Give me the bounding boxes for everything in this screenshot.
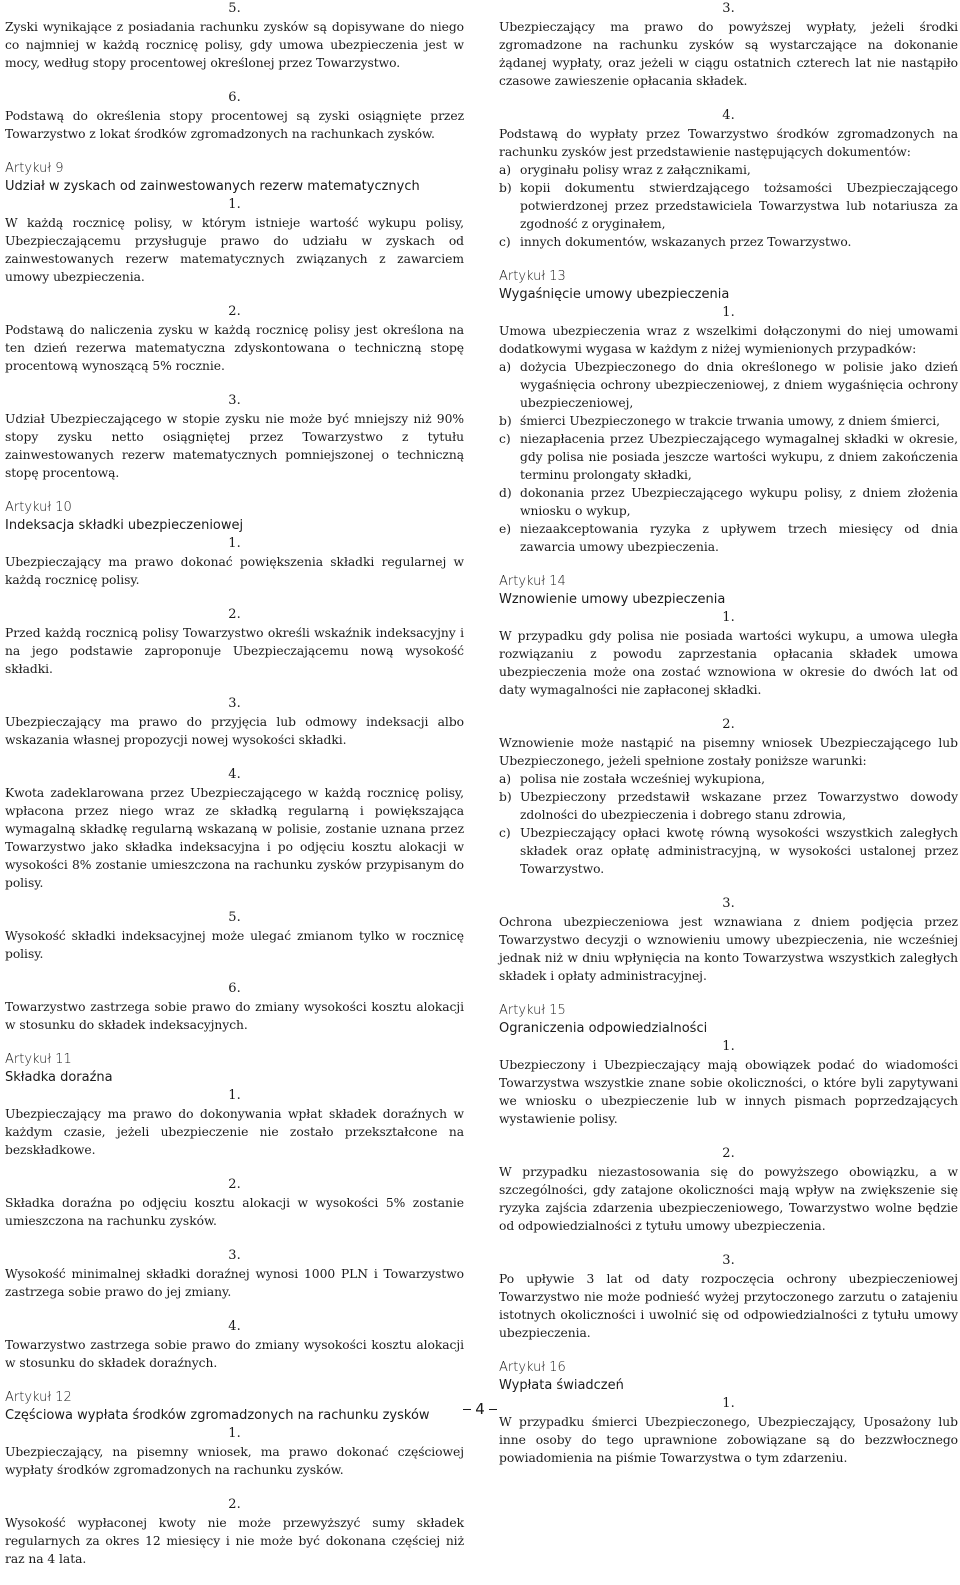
list-item-text: kopii dokumentu stwierdzającego tożsamości Ubezpieczającego potwierdzonej przez przedstawiciela Towarzystwa lub notariusza za zgodność z oryginałem,	[520, 181, 958, 231]
section-paragraph	[499, 716, 958, 878]
section-number: 1.	[228, 536, 241, 551]
section-text: Po upływie 3 lat od daty rozpoczęcia ochrony ubezpieczeniowej Towarzystwo nie może podnieść wyżej przytoczonego zarzutu o zatajeniu istotnych okoliczności i uwolnić się od odpowiedzialności z tytułu umowy ubezpieczenia.	[499, 1272, 958, 1340]
section-number: 3.	[722, 896, 735, 911]
section-paragraph	[5, 535, 464, 589]
article-title: Wygaśnięcie umowy ubezpieczenia	[499, 287, 730, 302]
footer-rule-right	[489, 1409, 497, 1410]
list-item-text: śmierci Ubezpieczonego w trakcie trwania umowy, z dniem śmierci,	[520, 414, 941, 428]
list-item-text: dokonania przez Ubezpieczającego wykupu polisy, z dniem złożenia wniosku o wykup,	[520, 486, 958, 518]
list-item	[499, 430, 958, 484]
section-paragraph	[5, 1425, 464, 1479]
section-text: Wysokość wypłaconej kwoty nie może przewyższyć sumy składek regularnych za okres 12 miesięcy i nie może być dokonana częściej niż raz na 4 lata.	[5, 1516, 464, 1566]
section-paragraph	[5, 303, 464, 375]
list-item-marker: a)	[499, 163, 512, 177]
section-paragraph	[499, 107, 958, 251]
list-item-text: Ubezpieczony przedstawił wskazane przez Towarzystwo dowody zdolności do ubezpieczenia i dobrego stanu zdrowia,	[520, 790, 958, 822]
list-item-text: dożycia Ubezpieczonego do dnia określonego w polisie jako dzień wygaśnięcia ochrony ubezpieczeniowej, z dniem wygaśnięcia ochrony ubezpieczeniowej,	[520, 360, 958, 410]
section-text: Podstawą do określenia stopy procentowej są zyski osiągnięte przez Towarzystwo z lokat środków zgromadzonych na rachunkach zysków.	[5, 109, 464, 141]
section-number: 1.	[228, 197, 241, 212]
list-item	[499, 520, 958, 556]
section-paragraph	[5, 909, 464, 963]
section-number: 2.	[228, 304, 241, 319]
article-label: Artykuł 10	[5, 500, 72, 515]
list-item-text: innych dokumentów, wskazanych przez Towarzystwo.	[520, 235, 852, 249]
list-item-marker: a)	[499, 360, 512, 374]
list-item-marker: d)	[499, 486, 512, 500]
list-item-marker: c)	[499, 432, 511, 446]
section-paragraph	[499, 1038, 958, 1128]
section-text: Towarzystwo zastrzega sobie prawo do zmiany wysokości kosztu alokacji w stosunku do składek doraźnych.	[5, 1338, 464, 1370]
section-paragraph	[5, 606, 464, 678]
list-item-text: polisa nie została wcześniej wykupiona,	[520, 772, 766, 786]
section-text: Towarzystwo zastrzega sobie prawo do zmiany wysokości kosztu alokacji w stosunku do składek indeksacyjnych.	[5, 1000, 464, 1032]
section-text: Ubezpieczający ma prawo do dokonywania wpłat składek doraźnych w każdym czasie, jeżeli ubezpieczenie nie zostało przekształcone na bezskładkowe.	[5, 1107, 464, 1157]
section-paragraph	[5, 766, 464, 892]
section-number: 5.	[228, 1, 241, 16]
page-number: 4	[475, 1400, 485, 1418]
section-text: Ubezpieczający, na pisemny wniosek, ma prawo dokonać częściowej wypłaty środków zgromadzonych na rachunku zysków.	[5, 1445, 464, 1477]
section-paragraph	[499, 609, 958, 699]
article-heading	[5, 160, 464, 196]
section-number: 3.	[722, 1253, 735, 1268]
article-heading	[499, 268, 958, 304]
section-number: 1.	[722, 1396, 735, 1411]
left-column	[5, 0, 464, 1585]
article-heading	[5, 1051, 464, 1087]
article-title: Udział w zyskach od zainwestowanych rezerw matematycznych	[5, 179, 420, 194]
list-item	[499, 770, 958, 788]
section-number: 6.	[228, 981, 241, 996]
section-number: 1.	[722, 1039, 735, 1054]
section-text: Ubezpieczający ma prawo do przyjęcia lub odmowy indeksacji albo wskazania własnej propozycji nowej wysokości składki.	[5, 715, 464, 747]
section-number: 4.	[228, 1319, 241, 1334]
article-label: Artykuł 12	[5, 1390, 72, 1405]
section-number: 2.	[228, 607, 241, 622]
right-column	[499, 0, 958, 1484]
section-paragraph	[5, 1176, 464, 1230]
section-text: Ochrona ubezpieczeniowa jest wznawiana z dniem podjęcia przez Towarzystwo decyzji o wznowieniu umowy ubezpieczenia, nie wcześniej jednak niż w dniu wpłynięcia na konto Towarzystwa wszystkich zaległych składek i opłaty administracyjnej.	[499, 915, 958, 983]
article-label: Artykuł 11	[5, 1052, 72, 1067]
section-number: 2.	[722, 717, 735, 732]
section-number: 5.	[228, 910, 241, 925]
section-number: 1.	[228, 1088, 241, 1103]
section-paragraph	[5, 980, 464, 1034]
article-heading	[499, 1359, 958, 1395]
article-title: Składka doraźna	[5, 1070, 113, 1085]
section-paragraph	[5, 1247, 464, 1301]
section-text: Ubezpieczający ma prawo do powyższej wypłaty, jeżeli środki zgromadzone na rachunku zysków są wystarczające na dokonanie żądanej wypłaty, oraz jeżeli w ciągu ostatnich czterech lat nie nastąpiło czasowe zawieszenie opłacania składek.	[499, 20, 958, 88]
section-text: Umowa ubezpieczenia wraz z wszelkimi dołączonymi do niej umowami dodatkowymi wygasa w każdym z niżej wymienionych przypadków:	[499, 324, 958, 356]
article-title: Częściowa wypłata środków zgromadzonych na rachunku zysków	[5, 1408, 430, 1423]
section-paragraph	[5, 196, 464, 286]
article-heading	[499, 1002, 958, 1038]
enumerated-list	[499, 358, 958, 556]
section-text: Wysokość składki indeksacyjnej może ulegać zmianom tylko w rocznicę polisy.	[5, 929, 464, 961]
section-number: 3.	[228, 393, 241, 408]
section-text: W każdą rocznicę polisy, w którym istnieje wartość wykupu polisy, Ubezpieczającemu przysługuje prawo do udziału w zyskach od zainwestowanych rezerw matematycznych związanych z zawarciem umowy ubezpieczenia.	[5, 216, 464, 284]
list-item-marker: c)	[499, 235, 511, 249]
section-number: 4.	[722, 108, 735, 123]
section-text: Zyski wynikające z posiadania rachunku zysków są dopisywane do niego co najmniej w każdą rocznicę polisy, gdy umowa ubezpieczenia jest w mocy, według stopy procentowej określonej przez Towarzystwo.	[5, 20, 464, 70]
article-title: Wznowienie umowy ubezpieczenia	[499, 592, 726, 607]
section-number: 1.	[722, 610, 735, 625]
list-item-marker: c)	[499, 826, 511, 840]
list-item-text: niezaakceptowania ryzyka z upływem trzech miesięcy od dnia zawarcia umowy ubezpieczenia.	[520, 522, 958, 554]
section-paragraph	[499, 0, 958, 90]
section-number: 3.	[228, 696, 241, 711]
enumerated-list	[499, 770, 958, 878]
article-title: Ograniczenia odpowiedzialności	[499, 1021, 708, 1036]
section-text: Składka doraźna po odjęciu kosztu alokacji w wysokości 5% zostanie umieszczona na rachunku zysków.	[5, 1196, 464, 1228]
article-label: Artykuł 9	[5, 161, 64, 176]
list-item	[499, 412, 958, 430]
section-number: 1.	[722, 305, 735, 320]
enumerated-list	[499, 161, 958, 251]
section-text: W przypadku gdy polisa nie posiada wartości wykupu, a umowa uległa rozwiązaniu z powodu zaprzestania opłacania składek umowa ubezpieczenia może ona zostać wznowiona w okresie do dwóch lat od daty wymagalności nie zapłaconej składki.	[499, 629, 958, 697]
article-label: Artykuł 13	[499, 269, 566, 284]
article-heading	[5, 499, 464, 535]
article-label: Artykuł 16	[499, 1360, 566, 1375]
section-paragraph	[5, 695, 464, 749]
section-text: Kwota zadeklarowana przez Ubezpieczającego w każdą rocznicę polisy, wpłacona przez niego wraz ze składką regularną i powiększająca wymagalną składkę regularną wskazaną w polisie, zostanie uznana przez Towarzystwo jako składka indeksacyjna i po odjęciu kosztu alokacji w wysokości 8% zostanie umieszczona na rachunku zysków przypisanym do polisy.	[5, 786, 464, 890]
list-item	[499, 233, 958, 251]
section-paragraph	[499, 895, 958, 985]
section-text: Wznowienie może nastąpić na pisemny wniosek Ubezpieczającego lub Ubezpieczonego, jeżeli spełnione zostały poniższe warunki:	[499, 736, 958, 768]
section-paragraph	[5, 89, 464, 143]
article-heading	[499, 573, 958, 609]
footer-rule-left	[463, 1409, 471, 1410]
list-item	[499, 788, 958, 824]
list-item-text: niezapłacenia przez Ubezpieczającego wymagalnej składki w okresie, gdy polisa nie posiada jeszcze wartości wykupu, z dniem zakończenia terminu prolongaty składki,	[520, 432, 958, 482]
section-paragraph	[5, 0, 464, 72]
section-number: 4.	[228, 767, 241, 782]
list-item	[499, 824, 958, 878]
article-label: Artykuł 15	[499, 1003, 566, 1018]
section-text: W przypadku niezastosowania się do powyższego obowiązku, a w szczególności, gdy zatajone okoliczności mają wpływ na zwiększenie się ryzyka zajścia zdarzenia ubezpieczeniowego, Towarzystwo wolne będzie od odpowiedzialności z tytułu umowy ubezpieczenia.	[499, 1165, 958, 1233]
article-title: Indeksacja składki ubezpieczeniowej	[5, 518, 244, 533]
section-text: Ubezpieczony i Ubezpieczający mają obowiązek podać do wiadomości Towarzystwa wszystkie znane sobie okoliczności, o które byli zapytywani we wniosku o ubezpieczenie lub w innych pismach poprzedzających wystawienie polisy.	[499, 1058, 958, 1126]
section-text: Przed każdą rocznicą polisy Towarzystwo określi wskaźnik indeksacyjny i na jego podstawie zaproponuje Ubezpieczającemu nową wysokość składki.	[5, 626, 464, 676]
section-paragraph	[5, 392, 464, 482]
section-number: 1.	[228, 1426, 241, 1441]
section-paragraph	[5, 1496, 464, 1568]
section-text: W przypadku śmierci Ubezpieczonego, Ubezpieczający, Uposażony lub inne osoby do tego uprawnione zobowiązane są do bezzwłocznego powiadomienia na piśmie Towarzystwa o tym zdarzeniu.	[499, 1415, 958, 1465]
article-label: Artykuł 14	[499, 574, 566, 589]
list-item-marker: b)	[499, 790, 512, 804]
section-text: Podstawą do naliczenia zysku w każdą rocznicę polisy jest określona na ten dzień rezerwa matematyczna zdyskontowana o techniczną stopę procentową wynoszącą 5% rocznie.	[5, 323, 464, 373]
section-text: Wysokość minimalnej składki doraźnej wynosi 1000 PLN i Towarzystwo zastrzega sobie prawo do jej zmiany.	[5, 1267, 464, 1299]
list-item	[499, 484, 958, 520]
section-number: 6.	[228, 90, 241, 105]
section-paragraph	[5, 1318, 464, 1372]
list-item-marker: e)	[499, 522, 511, 536]
section-number: 3.	[722, 1, 735, 16]
list-item-marker: b)	[499, 414, 512, 428]
section-text: Udział Ubezpieczającego w stopie zysku nie może być mniejszy niż 90% stopy zysku netto osiągniętej przez Towarzystwo z tytułu zainwestowanych rezerw matematycznych pomniejszonej o techniczną stopę procentową.	[5, 412, 464, 480]
section-number: 3.	[228, 1248, 241, 1263]
list-item-marker: b)	[499, 181, 512, 195]
list-item	[499, 161, 958, 179]
section-paragraph	[5, 1087, 464, 1159]
list-item-text: oryginału polisy wraz z załącznikami,	[520, 163, 751, 177]
section-paragraph	[499, 1252, 958, 1342]
section-number: 2.	[722, 1146, 735, 1161]
page-footer	[0, 1398, 960, 1422]
article-title: Wypłata świadczeń	[499, 1378, 624, 1393]
list-item-text: Ubezpieczający opłaci kwotę równą wysokości wszystkich zaległych składek oraz opłatę administracyjną, w wysokości ustalonej przez Towarzystwo.	[520, 826, 958, 876]
section-text: Podstawą do wypłaty przez Towarzystwo środków zgromadzonych na rachunku zysków jest przedstawienie następujących dokumentów:	[499, 127, 958, 159]
section-text: Ubezpieczający ma prawo dokonać powiększenia składki regularnej w każdą rocznicę polisy.	[5, 555, 464, 587]
section-paragraph	[499, 1145, 958, 1235]
section-number: 2.	[228, 1497, 241, 1512]
section-number: 2.	[228, 1177, 241, 1192]
list-item	[499, 179, 958, 233]
list-item	[499, 358, 958, 412]
list-item-marker: a)	[499, 772, 512, 786]
section-paragraph	[499, 304, 958, 556]
